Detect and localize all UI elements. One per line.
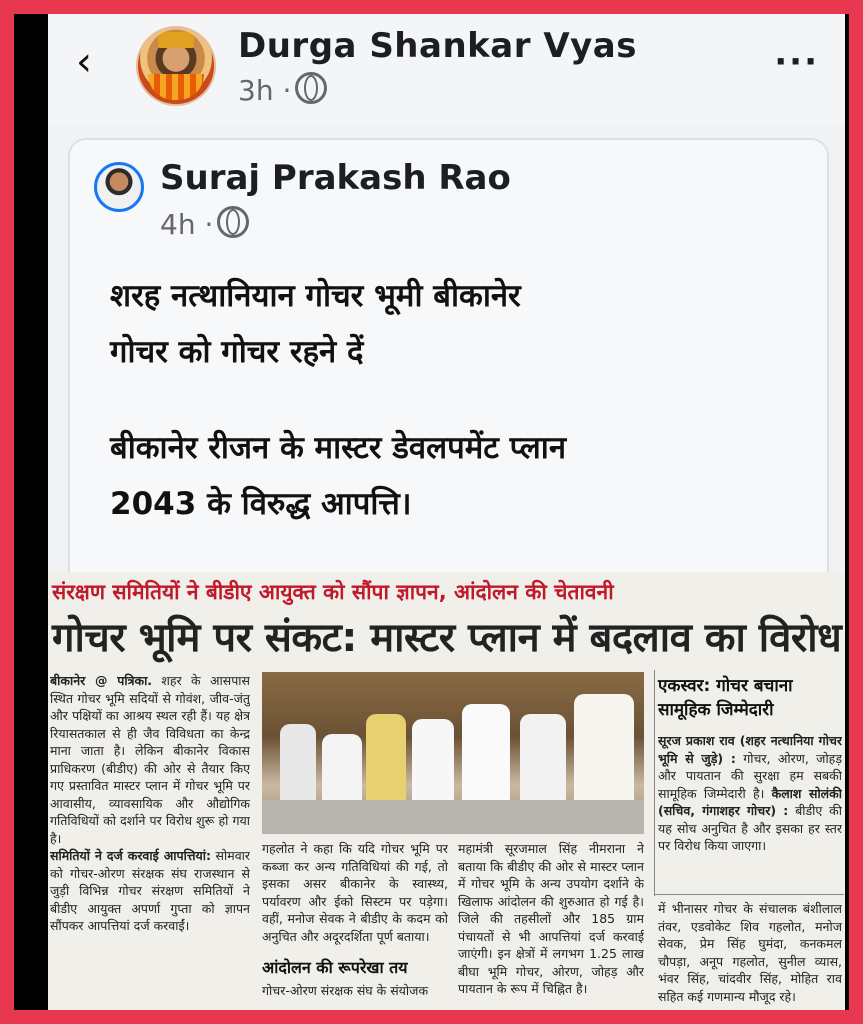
post-line: शरह नत्थानियान गोचर भूमी बीकानेर [110, 278, 521, 314]
shared-author-name[interactable]: Suraj Prakash Rao [160, 158, 511, 198]
post-line: बीकानेर रीजन के मास्टर डेवलपमेंट प्लान [110, 430, 567, 466]
shared-post-time-text: 4h · [160, 208, 214, 241]
news-headline: गोचर भूमि पर संकट: मास्टर प्लान में बदलाव का विरोध [52, 615, 842, 661]
column-subhead: समितियों ने दर्ज करवाई आपत्तियां: [50, 848, 211, 863]
dateline: बीकानेर @ पत्रिका. [50, 673, 153, 688]
news-column-5: में भीनासर गोचर के संचालक बंशीलाल तंवर, एडवोकेट शिव गहलोत, मनोज सेवक, प्रेम सिंह घुमंदा, कनकमल चौपड़ा, अनूप गहलोत, सुनील व्यास, भंवर सिंह, चांदवीर सिंह, मोहित राव सहित कई गणमान्य मौजूद रहे। [658, 901, 842, 1004]
news-photo [262, 672, 644, 834]
quote-lead: कैलाश सोलंकी (सचिव, गंगाशहर गोचर) : [658, 785, 842, 818]
post-line: 2043 के विरुद्ध आपत्ति। [110, 486, 412, 522]
shared-post-card[interactable] [68, 138, 829, 602]
news-column-3: महामंत्री सूरजमाल सिंह नीमराना ने बताया कि बीडीए की ओर से मास्टर प्लान में गोचर भूमि के अन्य उपयोग दर्शाने के खिलाफ आंदोलन की शुरुआत हो गई है। जिले की तहसीलों और 185 ग्राम पंचायतों से भी आपत्तियां दर्ज करवाई जाएंगी। इन क्षेत्रों में लगभग 1.25 लाख बीघा भूमि गोचर, ओरण, जोहड़ और पायतान के रूप में चिह्नित है। [458, 841, 644, 996]
news-column-2b: गोचर-ओरण संरक्षक संघ के संयोजक [262, 983, 429, 998]
chevron-left-icon[interactable]: ‹ [76, 39, 92, 85]
news-column-2: गहलोत ने कहा कि यदि गोचर भूमि पर कब्जा कर अन्य गतिविधियां की गई, तो इसका असर बीकानेर के स्वास्थ्य, पर्यावरण और ईको सिस्टम पर पड़ेगा। वहीं, मनोज सेवक ने बीडीए के कदम को अनुचित और अदूरदर्शिता पूर्ण बताया। [262, 841, 448, 944]
post-time [238, 72, 327, 107]
news-subhead: आंदोलन की रूपरेखा तय [262, 958, 408, 977]
turban-shape [158, 32, 194, 48]
post-line: गोचर को गोचर रहने दें [110, 334, 364, 370]
news-sidebar-title: एकस्वर: गोचर बचाना सामूहिक जिम्मेदारी [658, 676, 793, 720]
garland-shape [148, 74, 204, 100]
globe-icon [295, 72, 327, 104]
quote-text: गोचर, ओरण, जोहड़ और पायतान की सुरक्षा हम सबकी सामूहिक जिम्मेदारी है। [658, 750, 842, 801]
newspaper-clipping[interactable] [48, 572, 845, 1010]
globe-icon [217, 206, 249, 238]
quote-text: बीडीए की यह सोच अनुचित है और इसका हर स्तर पर विरोध किया जाएगा। [658, 803, 842, 853]
shared-post-time [160, 206, 249, 241]
shared-author-avatar[interactable] [94, 162, 144, 212]
post-time-text: 3h · [238, 74, 292, 107]
news-sidebar-text [658, 732, 842, 892]
post-text [110, 268, 810, 532]
more-options-icon[interactable]: ··· [774, 42, 819, 82]
post-page [48, 14, 845, 1010]
author-name[interactable]: Durga Shankar Vyas [238, 26, 637, 66]
frame-inner [14, 14, 849, 1010]
news-column-1 [50, 672, 250, 1010]
column-text: शहर के आसपास स्थित गोचर भूमि सदियों से गोवंश, जीव-जंतु और पक्षियों का आश्रय स्थल रही हैं। यह क्षेत्र रियासतकाल से ही जैव विविधता का केन्द्र माना जाता है। लेकिन बीकानेर विकास प्राधिकरण (बीडीए) की ओर से तैयार किए गए प्रस्तावित मास्टर प्लान में गोचर भूमि पर आवासीय, व्यावसायिक और औद्योगिक गतिविधियों को दर्शाने पर विरोध शुरू हो गया है। [50, 673, 250, 846]
post-header [48, 14, 845, 124]
paragraph-gap [110, 380, 810, 420]
quote-lead: सूरज प्रकाश राव (शहर नत्थानिया गोचर भूमि से जुड़े) : [658, 733, 842, 766]
news-kicker: संरक्षण समितियों ने बीडीए आयुक्त को सौंपा ज्ञापन, आंदोलन की चेतावनी [52, 580, 614, 604]
column-text: सोमवार को गोचर-ओरण संरक्षक संघ राजस्थान से जुड़ी विभिन्न गोचर संरक्षण समितियों ने बीडीए आयुक्त अपर्णा गुप्ता को ज्ञापन सौंपकर आपत्तियां दर्ज करवाईं। [50, 848, 250, 933]
avatar[interactable] [136, 26, 216, 106]
divider [654, 894, 844, 895]
